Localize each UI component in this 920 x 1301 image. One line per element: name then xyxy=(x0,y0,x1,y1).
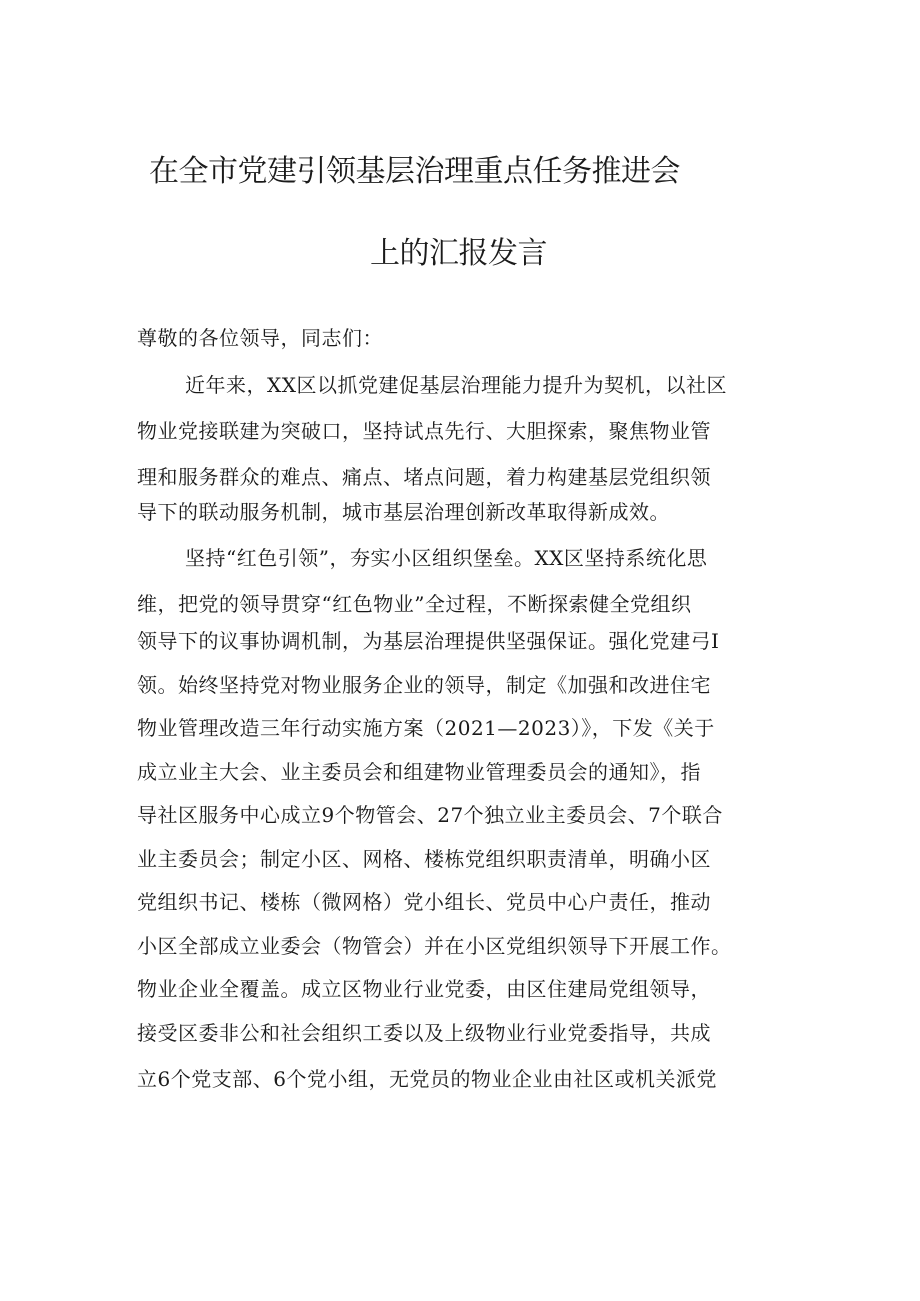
paragraph-line: 业主委员会；制定小区、网格、楼栋党组织职责清单，明确小区 xyxy=(137,847,711,871)
paragraph-line: 领。始终坚持党对物业服务企业的领导，制定《加强和改进住宅 xyxy=(137,673,711,697)
paragraph-line: 小区全部成立业委会（物管会）并在小区党组织领导下开展工作。 xyxy=(137,934,732,958)
paragraph-line: 物业企业全覆盖。成立区物业行业党委，由区住建局党组领导， xyxy=(137,977,711,1001)
salutation: 尊敬的各位领导，同志们： xyxy=(137,326,383,350)
paragraph-line: 理和服务群众的难点、痛点、堵点问题，着力构建基层党组织领 xyxy=(137,465,711,489)
paragraph-line: 坚持“红色引领”，夯实小区组织堡垒。XX区坚持系统化思 xyxy=(185,546,708,570)
paragraph-line: 导下的联动服务机制，城市基层治理创新改革取得新成效。 xyxy=(137,500,670,524)
paragraph-line: 领导下的议事协调机制，为基层治理提供坚强保证。强化党建弓I xyxy=(137,629,720,653)
document-title-line-2: 上的汇报发言 xyxy=(370,236,547,271)
paragraph-line: 物业党接联建为突破口，坚持试点先行、大胆探索，聚焦物业管 xyxy=(137,419,711,443)
paragraph-line: 近年来，XX区以抓党建促基层治理能力提升为契机，以社区 xyxy=(185,373,727,397)
paragraph-line: 成立业主大会、业主委员会和组建物业管理委员会的通知》，指 xyxy=(137,760,701,784)
document-title-line-1: 在全市党建引领基层治理重点任务推进会 xyxy=(149,154,680,189)
paragraph-line: 接受区委非公和社会组织工委以及上级物业行业党委指导，共成 xyxy=(137,1021,711,1045)
paragraph-line: 导社区服务中心成立9个物管会、27个独立业主委员会、7个联合 xyxy=(137,803,723,827)
paragraph-line: 维，把党的领导贯穿“红色物业”全过程，不断探索健全党组织 xyxy=(137,592,692,616)
paragraph-line: 党组织书记、楼栋（微网格）党小组长、党员中心户责任，推动 xyxy=(137,890,711,914)
paragraph-line: 立6个党支部、6个党小组，无党员的物业企业由社区或机关派党 xyxy=(137,1067,717,1091)
paragraph-line: 物业管理改造三年行动实施方案（2021—2023）》，下发《关于 xyxy=(137,716,715,740)
